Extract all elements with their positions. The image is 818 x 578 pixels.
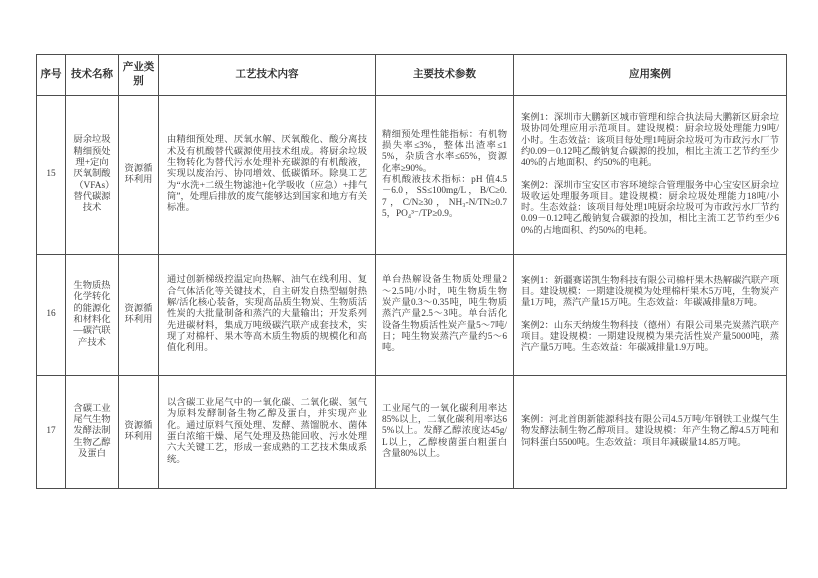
case-paragraph: 案例1：新疆赛诺凯生物科技有限公司棉杆果木热解碳汽联产项目。建设规模：一期建设规模为处理棉杆果木5万吨，生物炭产量1万吨，蒸汽产量15万吨。生态效益：年碳减排量8万吨。 — [521, 275, 779, 309]
technical-parameters-cell — [376, 96, 514, 255]
case-paragraph: 案例2：山东天纳焌生物科技（德州）有限公司果壳炭蒸汽联产项目。建设规模：一期建设规模为果壳活性炭产量5000吨，蒸汽产量5万吨。生态效益：年碳减排量1.9万吨。 — [521, 320, 779, 354]
serial-number-cell: 16 — [37, 255, 66, 376]
header-row — [37, 55, 787, 96]
header-technical-parameters: 主要技术参数 — [376, 55, 514, 96]
table-row-17 — [37, 376, 787, 489]
industry-category-cell: 资源循环利用 — [119, 255, 159, 376]
table-header — [37, 55, 787, 96]
table-row-16 — [37, 255, 787, 376]
parameter-paragraph: 工业尾气的一氧化碳利用率达85%以上，二氧化碳利用率达65%以上。发酵乙醇浓度达45g/L以上，乙醇梭菌蛋白粗蛋白含量80%以上。 — [382, 403, 507, 459]
technology-name-cell: 厨余垃圾精细预处理+定向厌氧制酸（VFAs）替代碳源技术 — [66, 96, 119, 255]
process-content-text: 通过创新梯级控温定向热解、油气在线利用、复合气体活化等关键技术，自主研发自热型辐射热解/活化核心装备，实现高品质生物炭、生物质活性炭的大批量制备和蒸汽的大量输出；开发系列先进碳材料，集成万吨级碳汽联产成套技术，实现了对棉杆、果木等高木质生物质的规模化和高值化利用。 — [167, 275, 367, 354]
process-content-text: 以含碳工业尾气中的一氧化碳、二氧化碳、氢气为原料发酵制备生物乙醇及蛋白，并实现产业化。通过原料气预处理、发酵、蒸馏脱水、菌体蛋白浓缩干燥、尾气处理及热能回收、污水处理六大关键工艺，形成一套成熟的工艺技术集成系统。 — [167, 398, 367, 465]
process-content-cell — [159, 376, 376, 489]
header-industry-category: 产业类别 — [119, 55, 159, 96]
header-technology-name: 技术名称 — [66, 55, 119, 96]
industry-category-cell: 资源循环利用 — [119, 96, 159, 255]
technology-table — [36, 54, 787, 489]
industry-category-cell: 资源循环利用 — [119, 376, 159, 489]
process-content-cell — [159, 255, 376, 376]
parameter-paragraph: 有机酸液技术指标：pH 值4.5－6.0，SS≤100mg/L，B/C≥0.7，C/N≥30，NH₃-N/TN≥0.75，PO₄³⁻/TP≥0.9。 — [382, 175, 507, 219]
parameter-paragraph: 单台热解设备生物质处理量2～2.5吨/小时，吨生物质生物炭产量0.3～0.35吨，吨生物质蒸汽产量2.5～3吨。单台活化设备生物质活性炭产量5～7吨/日；吨生物炭蒸汽产量约5～6吨。 — [382, 275, 507, 354]
process-content-cell — [159, 96, 376, 255]
process-content-text: 由精细预处理、厌氧水解、厌氧酸化、酸分离技术及有机酸替代碳源使用技术组成。将厨余垃圾生物转化为替代污水处理补充碳源的有机酸液，实现以废治污、协同增效、低碳循环。除臭工艺为“水洗+二级生物滤池+化学吸收（应急）+排气筒”，处理后排放的废气能够达到国家和地方有关标准。 — [167, 135, 367, 214]
application-cases-cell — [514, 96, 787, 255]
parameter-paragraph: 精细预处理性能指标：有机物损失率≤3%，整体出渣率≤15%，杂质含水率≤65%，资源化率≥90%。 — [382, 129, 507, 174]
header-process-content: 工艺技术内容 — [159, 55, 376, 96]
case-paragraph: 案例：河北首朗新能源科技有限公司4.5万吨/年钢铁工业煤气生物发酵法制生物乙醇项目。建设规模：年产生物乙醇4.5万吨和饲料蛋白5500吨。生态效益：项目年减碳量14.85万吨。 — [521, 415, 779, 448]
table-body — [37, 96, 787, 489]
technology-name-cell: 含碳工业尾气生物发酵法制生物乙醇及蛋白 — [66, 376, 119, 489]
application-cases-cell — [514, 376, 787, 489]
header-application-cases: 应用案例 — [514, 55, 787, 96]
case-paragraph: 案例2：深圳市宝安区市容环境综合管理服务中心宝安区厨余垃圾收运处理服务项目。建设规模：厨余垃圾处理能力18吨/小时。生态效益：该项目每处理1吨厨余垃圾可为市政污水厂节约0.09－0.12吨乙酸钠复合碳源的投加，相比主流工艺节约至少60%的占地面积、约50%的电耗。 — [521, 180, 779, 236]
application-cases-cell — [514, 255, 787, 376]
header-serial-number: 序号 — [37, 55, 66, 96]
serial-number-cell: 15 — [37, 96, 66, 255]
serial-number-cell: 17 — [37, 376, 66, 489]
case-paragraph: 案例1：深圳市大鹏新区城市管理和综合执法局大鹏新区厨余垃圾协同处理应用示范项目。建设规模：厨余垃圾处理能力9吨/小时。生态效益：该项目每处理1吨厨余垃圾可为市政污水厂节约0.09－0.12吨乙酸钠复合碳源的投加，相比主流工艺节约至少40%的占地面积、约50%的电耗。 — [521, 112, 779, 169]
technology-name-cell: 生物质热化学转化的能源化和材料化—碳汽联产技术 — [66, 255, 119, 376]
table-row-15 — [37, 96, 787, 255]
technical-parameters-cell — [376, 255, 514, 376]
technical-parameters-cell — [376, 376, 514, 489]
